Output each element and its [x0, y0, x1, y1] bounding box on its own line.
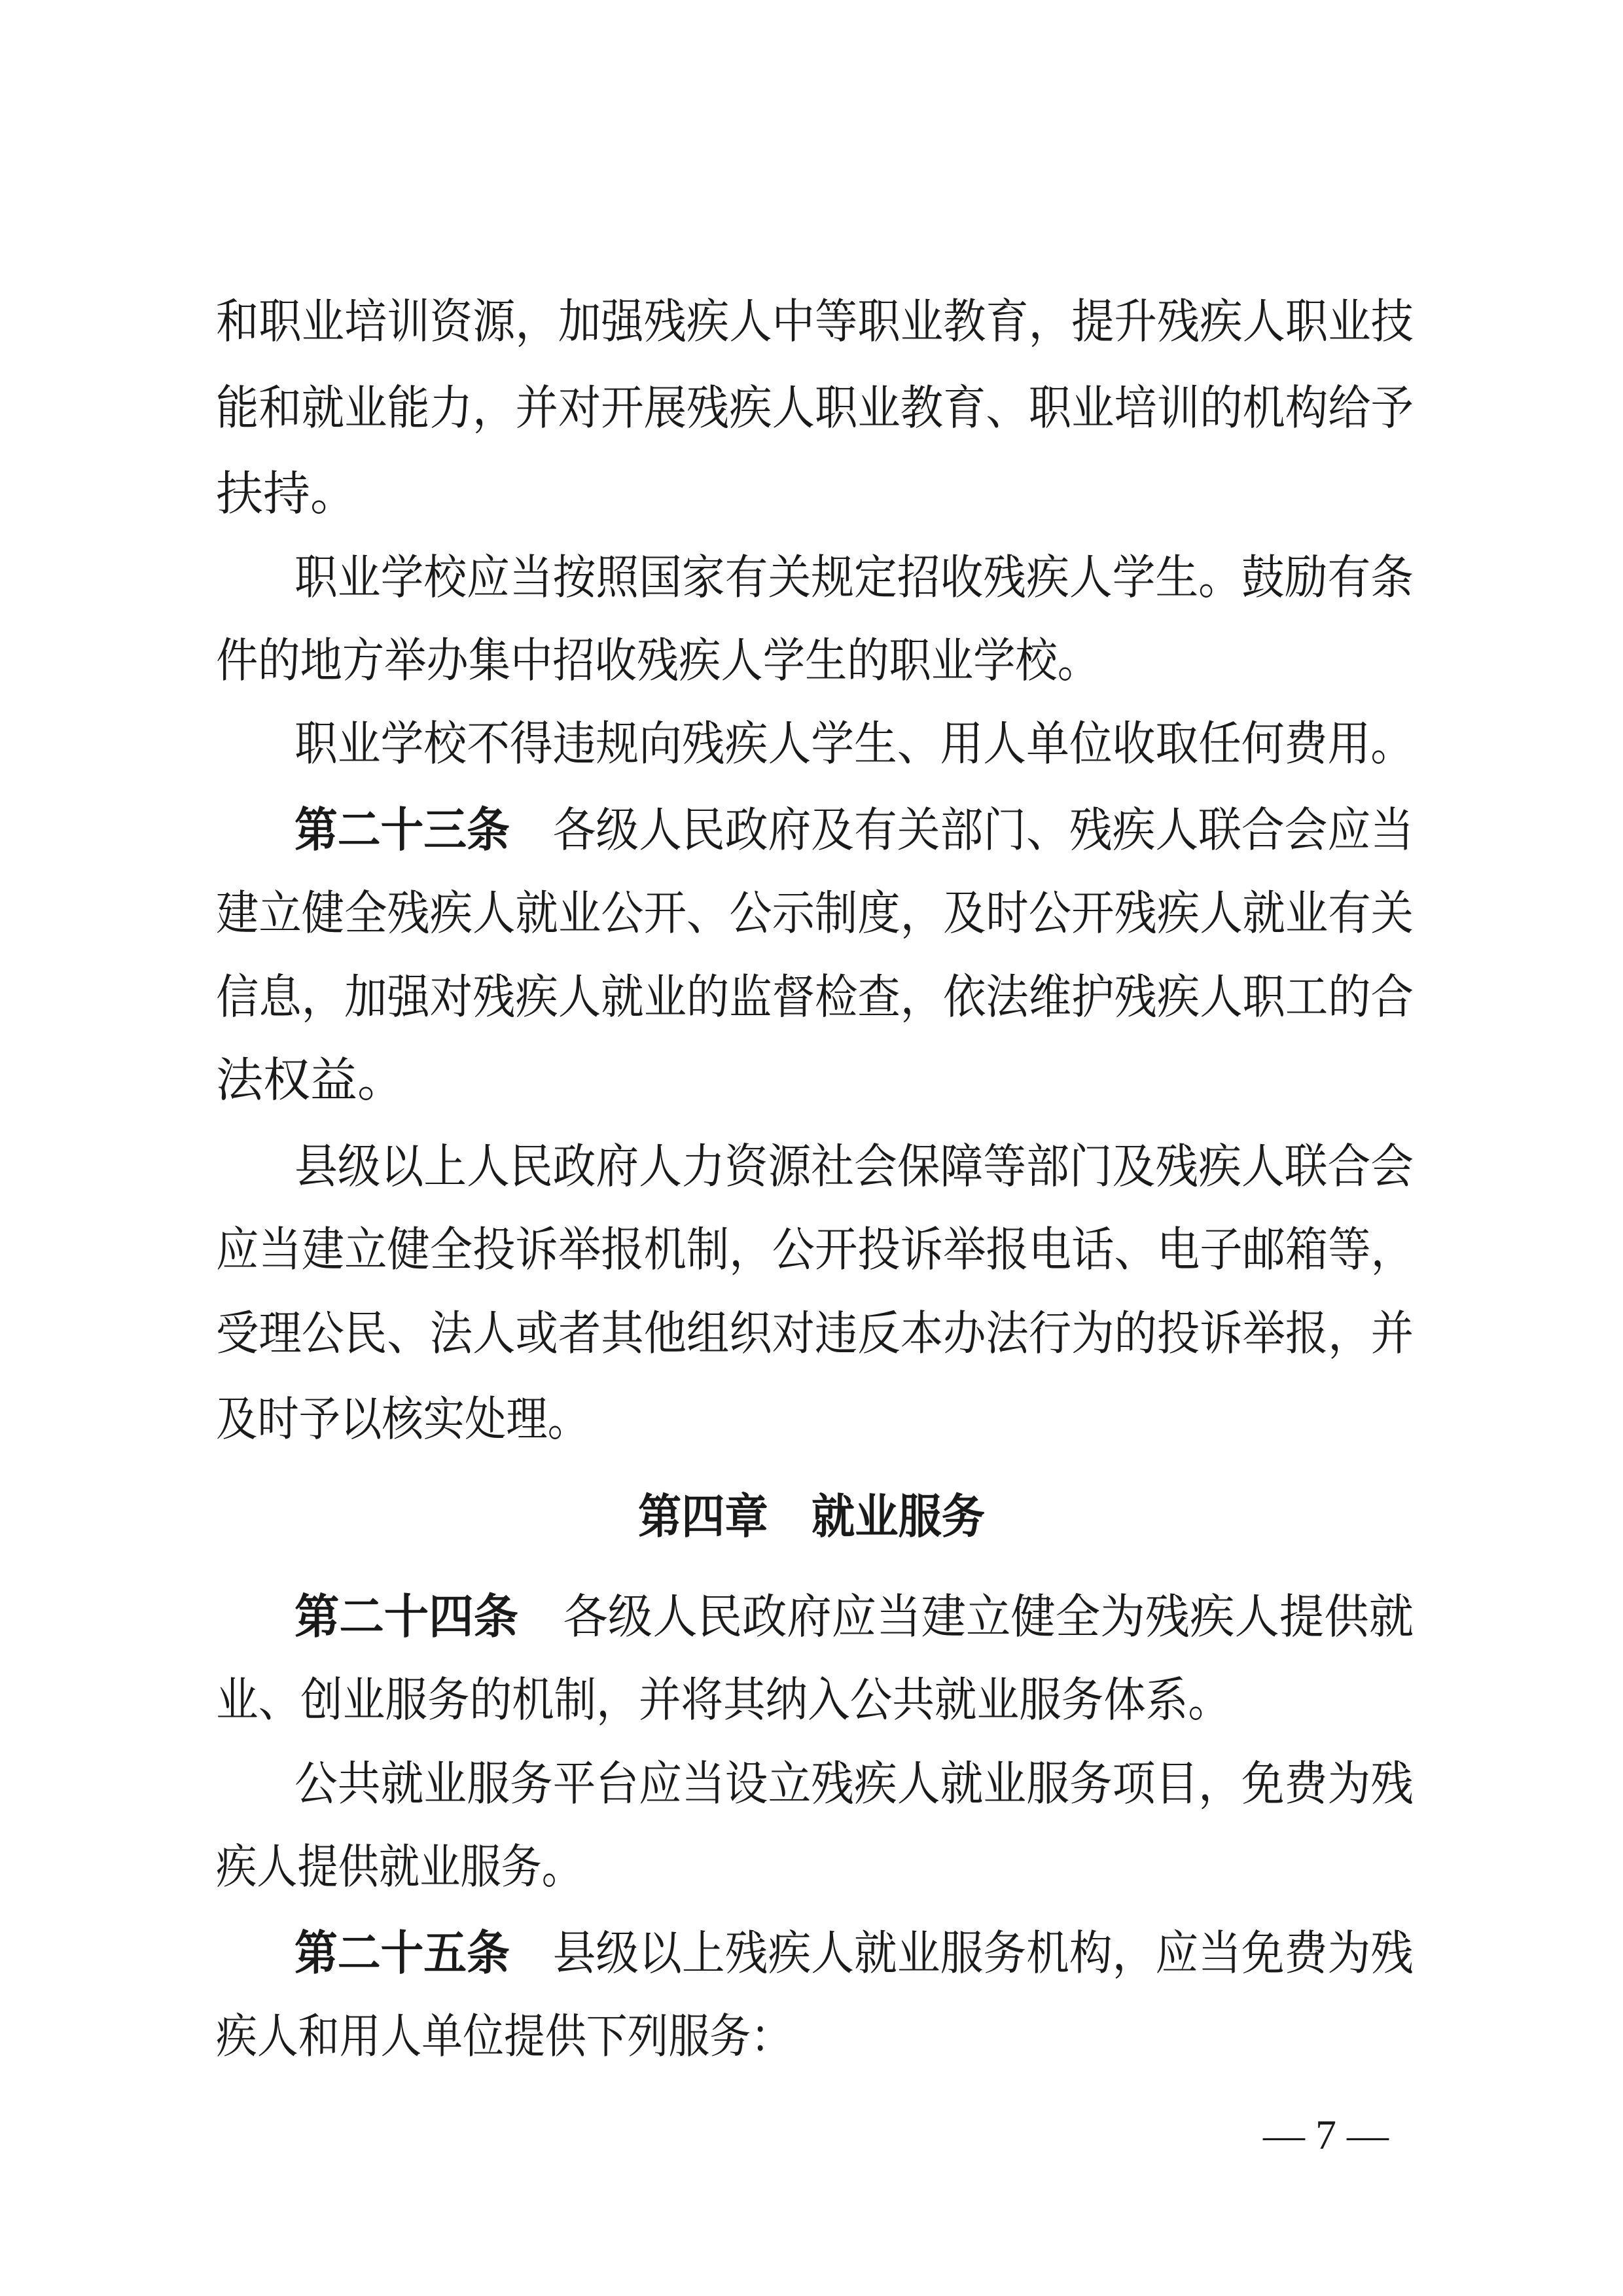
- body-line: 职业学校不得违规向残疾人学生、用人单位收取任何费用。: [294, 716, 1414, 772]
- body-line: 业、创业服务的机制，并将其纳入公共就业服务体系。: [216, 1672, 1230, 1728]
- body-line: 件的地方举办集中招收残疾人学生的职业学校。: [216, 633, 1099, 689]
- article-text: 县级以上残疾人就业服务机构，应当免费为残: [552, 1925, 1414, 1981]
- body-line: 信息，加强对残疾人就业的监督检查，依法维护残疾人职工的合: [216, 969, 1414, 1024]
- body-line: 扶持。: [216, 466, 358, 522]
- body-line: 能和就业能力，并对开展残疾人职业教育、职业培训的机构给予: [216, 380, 1414, 435]
- page-number: — 7 —: [1263, 2111, 1389, 2158]
- body-line: 职业学校应当按照国家有关规定招收残疾人学生。鼓励有条: [294, 549, 1414, 605]
- article-line: [294, 1925, 1414, 1981]
- body-line: 疾人和用人单位提供下列服务：: [216, 2009, 792, 2064]
- body-line: 应当建立健全投诉举报机制，公开投诉举报电话、电子邮箱等，: [216, 1222, 1414, 1278]
- chapter-heading: 第四章 就业服务: [638, 1488, 985, 1544]
- article-text: 各级人民政府及有关部门、残疾人联合会应当: [552, 802, 1414, 858]
- body-line: 县级以上人民政府人力资源社会保障等部门及残疾人联合会: [294, 1138, 1414, 1194]
- article-number: 第二十四条: [294, 1588, 519, 1644]
- article-line: [294, 802, 1414, 858]
- body-line: 及时予以核实处理。: [216, 1391, 589, 1447]
- body-line: 法权益。: [216, 1052, 405, 1108]
- body-line: 建立健全残疾人就业公开、公示制度，及时公开残疾人就业有关: [216, 886, 1414, 941]
- article-number: 第二十五条: [294, 1925, 510, 1981]
- article-text: 各级人民政府应当建立健全为残疾人提供就: [563, 1588, 1414, 1644]
- body-line: 和职业培训资源，加强残疾人中等职业教育，提升残疾人职业技: [216, 294, 1414, 349]
- body-line: 疾人提供就业服务。: [216, 1839, 582, 1894]
- article-line: [294, 1588, 1414, 1644]
- body-line: 公共就业服务平台应当设立残疾人就业服务项目，免费为残: [294, 1755, 1414, 1811]
- article-number: 第二十三条: [294, 802, 510, 858]
- body-line: 受理公民、法人或者其他组织对违反本办法行为的投诉举报，并: [216, 1305, 1414, 1361]
